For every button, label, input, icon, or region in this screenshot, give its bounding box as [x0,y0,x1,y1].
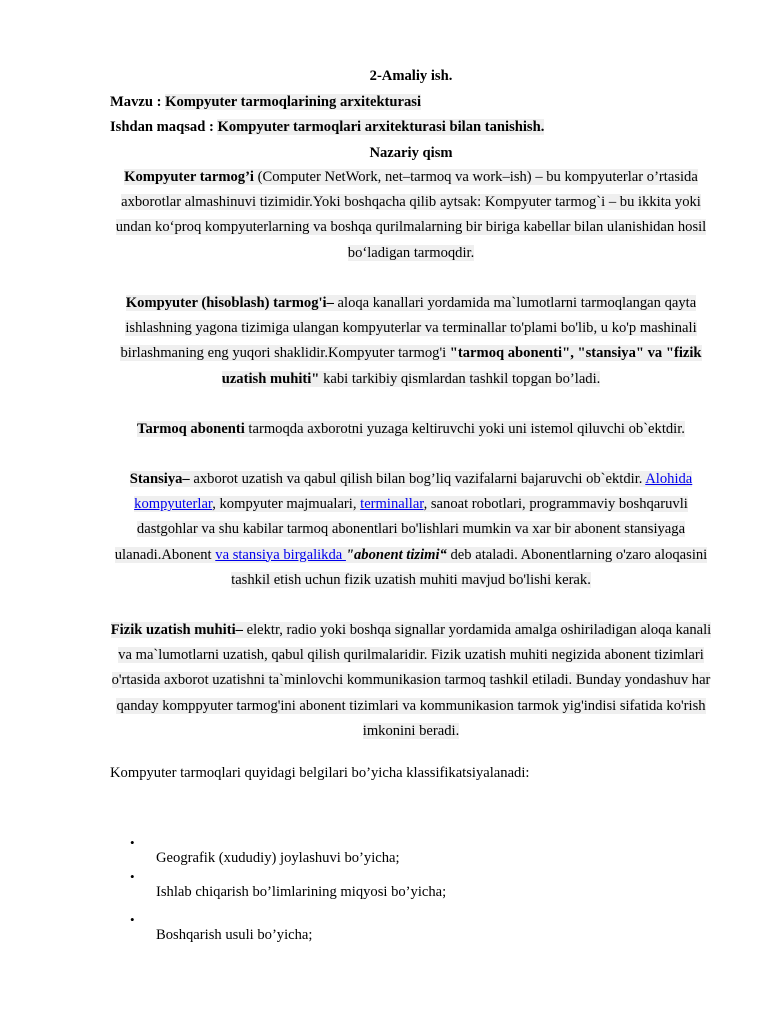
components-bold: "tarmoq abonenti", "stansiya" va "fizik uzatish muhiti" [221,345,702,387]
paragraph-network-subscriber [108,417,714,442]
document-title: 2-Amaliy ish. [369,68,453,84]
paragraph-computing-network [108,291,714,392]
list-item: Boshqarish usuli bo’yicha; [156,927,313,943]
list-item: Ishlab chiqarish bo’limlarining miqyosi bo’yicha; [156,884,447,900]
goal-line [110,119,544,136]
term: Tarmoq abonenti [137,421,245,437]
link-station-together[interactable]: va stansiya birgalikda [215,546,346,563]
topic-line [110,94,421,111]
definition-text-end: kabi tarkibiy qismlardan tashkil topgan bo’ladi. [319,370,601,387]
link-terminals[interactable]: terminallar [360,496,424,513]
list-bullet: • [130,835,135,850]
paragraph-station [108,467,714,593]
paragraph-computer-network [108,165,714,266]
list-item: Geografik (xududiy) joylashuvi bo’yicha; [156,850,400,866]
paragraph-physical-medium [108,618,714,744]
definition-text: aloqa kanallari yordamida ma`lumotlarni tarmoqlangan qayta ishlashning yagona tizimiga ulangan kompyuterlar va terminallar to'plami bo'lib, u ko'p mashinali birlashmaning eng yuqori shaklidir.Kompyuter tarmog'i [120,295,697,362]
definition-text: , sanoat robotlari, programmaviy boshqaruvli dastgohlar va shu kabilar tarmoq abonentlari bo'lishlari mumkin va xar bir abonent stansiyaga ulanadi.Abonent [114,496,688,563]
goal-value: Kompyuter tarmoqlari arxitekturasi bilan tanishish. [217,119,545,135]
definition-text: axborot uzatish va qabul qilish bilan bog’liq vazifalarni bajaruvchi ob`ektdir. [189,471,646,487]
topic-value: Kompyuter tarmoqlarining arxitekturasi [165,94,422,110]
goal-label: Ishdan maqsad : [110,119,218,135]
term: Fizik uzatish muhiti– [110,622,243,638]
list-bullet: • [130,869,135,884]
definition-text-end: deb ataladi. Abonentlarning o'zaro aloqasini tashkil etish uchun fizik uzatish muhiti mavjud bo'lishi kerak. [231,546,708,588]
section-title: Nazariy qism [369,145,453,161]
definition-text: (Computer NetWork, net–tarmoq va work–ish) – bu kompyuterlar o’rtasida axborotlar almashinuvi tizimidir.Yoki boshqacha qilib aytsak: Kompyuter tarmog`i – bu ikkita yoki undan ko‘proq kompyuterlarning va boshqa qurilmalarning bir biriga kabellar bilan ulanishidan hosil bo‘ladigan tarmoqdir. [115,169,707,261]
term: Stansiya– [129,471,190,487]
definition-text: elektr, radio yoki boshqa signallar yordamida amalga oshiriladigan aloqa kanali va ma`lumotlarni uzatish, qabul qilish qurilmalaridir. Fizik uzatish muhiti negizida abonent tizimlari o'rtasida axborot uzatishni ta`minlovchi kommunikasion tarmoq tashkil etiladi. Bunday yondashuv har qanday komppyuter tarmog'ini abonent tizimlari va kommunikasion tarmok yig'indisi sifatida ko'rish imkonini beradi. [111,622,712,739]
link-separate-computers[interactable]: Alohida kompyuterlar [134,471,693,513]
topic-label: Mavzu : [110,94,166,110]
term: Kompyuter (hisoblash) tarmog'i– [125,295,334,311]
subscriber-system-term: "abonent tizimi“ [345,546,447,563]
term: Kompyuter tarmog’i [124,169,254,185]
list-bullet: • [130,912,135,927]
definition-text: , kompyuter majmualari, [212,496,361,513]
definition-text: tarmoqda axborotni yuzaga keltiruvchi yoki uni istemol qiluvchi ob`ektdir. [244,421,685,437]
classification-intro: Kompyuter tarmoqlari quyidagi belgilari bo’yicha klassifikatsiyalanadi: [110,765,530,781]
